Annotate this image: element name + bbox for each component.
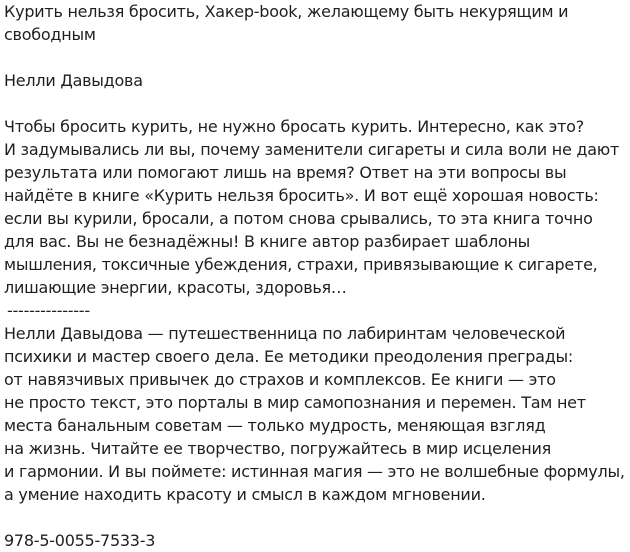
description-line: И задумывались ли вы, почему заменители сигареты и сила воли не дают <box>4 140 620 159</box>
bio-line: на жизнь. Читайте ее творчество, погружайтесь в мир исцеления <box>4 439 551 458</box>
description-line: лишающие энергии, красоты, здоровья… <box>4 278 347 297</box>
spacer <box>4 46 628 69</box>
spacer <box>4 92 628 115</box>
bio-line: и гармонии. И вы поймете: истинная магия — это не волшебные формулы, <box>4 462 625 481</box>
book-annotation <box>4 0 628 552</box>
isbn: 978-5-0055-7533-3 <box>4 531 156 550</box>
book-title-line-2: свободным <box>4 25 96 44</box>
description-line: найдёте в книге «Курить нельзя бросить». И вот ещё хорошая новость: <box>4 186 599 205</box>
bio-line: не просто текст, это порталы в мир самопознания и перемен. Там нет <box>4 393 586 412</box>
description-line: результата или помогают лишь на время? Ответ на эти вопросы вы <box>4 163 567 182</box>
description-line: мышления, токсичные убеждения, страхи, привязывающие к сигарете, <box>4 255 598 274</box>
bio-line: психики и мастер своего дела. Ее методики преодоления преграды: <box>4 347 574 366</box>
bio-line: а умение находить красоту и смысл в каждом мгновении. <box>4 485 486 504</box>
bio-line: места банальным советам — только мудрость, меняющая взгляд <box>4 416 546 435</box>
separator-line: --------------- <box>7 301 90 320</box>
bio-line: от навязчивых привычек до страхов и комплексов. Ее книги — это <box>4 370 556 389</box>
book-title-line-1: Курить нельзя бросить, Хакер-book, желающему быть некурящим и <box>4 2 569 21</box>
spacer <box>4 506 628 529</box>
description-line: если вы курили, бросали, а потом снова срывались, то эта книга точно <box>4 209 593 228</box>
description-line: Чтобы бросить курить, не нужно бросать курить. Интересно, как это? <box>4 117 584 136</box>
description-line: для вас. Вы не безнадёжны! В книге автор разбирает шаблоны <box>4 232 531 251</box>
author-name: Нелли Давыдова <box>4 71 143 90</box>
bio-line: Нелли Давыдова — путешественница по лабиринтам человеческой <box>4 324 566 343</box>
